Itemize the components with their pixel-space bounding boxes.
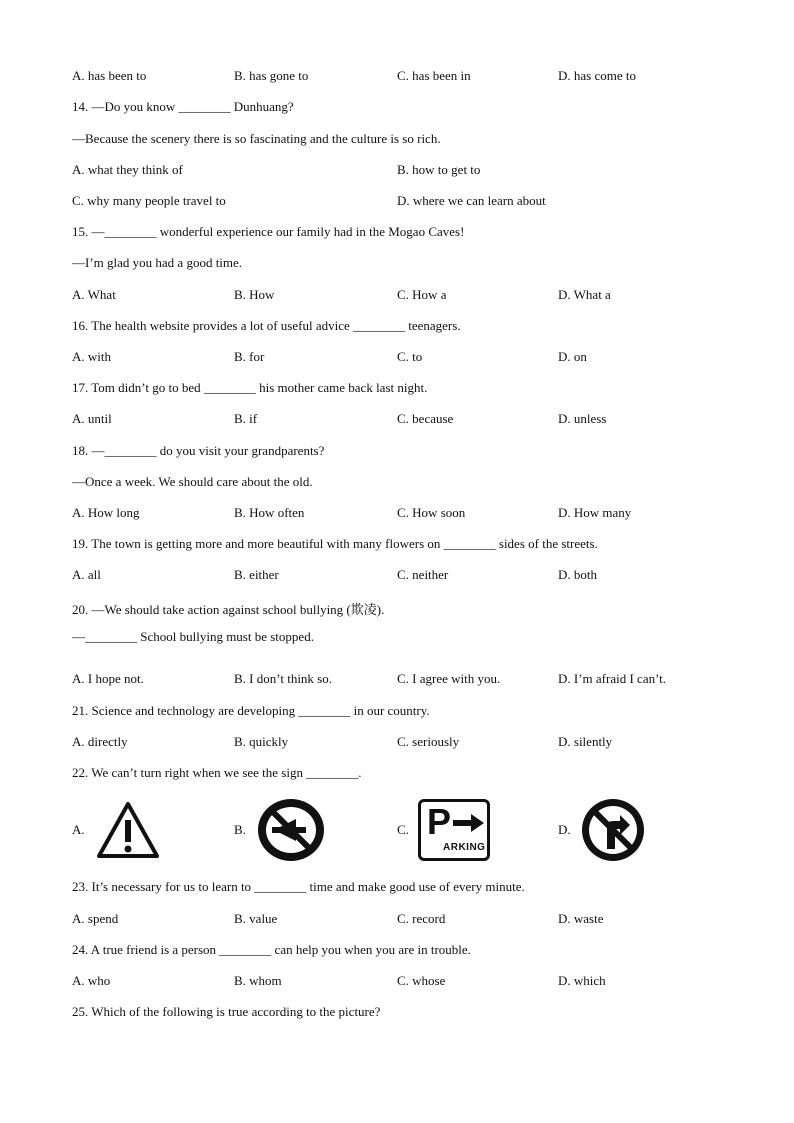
- q16-stem: 16. The health website provides a lot of useful advice ________ teenagers.: [72, 318, 461, 333]
- q23-option-b: B. value: [234, 911, 278, 926]
- q15-stem: 15. —________ wonderful experience our family had in the Mogao Caves!: [72, 224, 465, 239]
- q16-option-c: C. to: [397, 349, 423, 364]
- q25-stem: 25. Which of the following is true according to the picture?: [72, 1004, 381, 1019]
- q19-option-a: A. all: [72, 567, 101, 582]
- no-honking-sign-icon: [256, 797, 326, 863]
- q16-option-b: B. for: [234, 349, 265, 364]
- q18-reply: —Once a week. We should care about the old.: [72, 474, 313, 489]
- parking-sign-word: ARKING: [443, 842, 486, 853]
- q15-option-d: D. What a: [558, 287, 611, 302]
- q17-stem: 17. Tom didn’t go to bed ________ his mother came back last night.: [72, 380, 428, 395]
- q16-option-a: A. with: [72, 349, 111, 364]
- q20-option-d: D. I’m afraid I can’t.: [558, 671, 667, 686]
- q19-option-d: D. both: [558, 567, 597, 582]
- parking-sign-icon: [418, 799, 490, 861]
- q18-option-a: A. How long: [72, 505, 140, 520]
- q14-option-a: A. what they think of: [72, 162, 183, 177]
- q13-option-b: B. has gone to: [234, 68, 309, 83]
- no-right-turn-sign-icon: [580, 797, 646, 863]
- q18-option-d: D. How many: [558, 505, 632, 520]
- q23-stem: 23. It’s necessary for us to learn to ________ time and make good use of every minute.: [72, 879, 525, 894]
- q20-option-b: B. I don’t think so.: [234, 671, 332, 686]
- q15-option-a: A. What: [72, 287, 116, 302]
- q22-option-d: D.: [558, 822, 571, 837]
- q14-reply: —Because the scenery there is so fascinating and the culture is so rich.: [72, 131, 441, 146]
- q14-option-c: C. why many people travel to: [72, 193, 226, 208]
- q18-stem: 18. —________ do you visit your grandparents?: [72, 443, 325, 458]
- q21-option-d: D. silently: [558, 734, 613, 749]
- q22-option-b: B.: [234, 822, 246, 837]
- q17-option-d: D. unless: [558, 411, 607, 426]
- q19-option-b: B. either: [234, 567, 279, 582]
- q23-option-c: C. record: [397, 911, 446, 926]
- q14-option-b: B. how to get to: [397, 162, 481, 177]
- q21-option-b: B. quickly: [234, 734, 289, 749]
- q17-option-a: A. until: [72, 411, 112, 426]
- q14-option-d: D. where we can learn about: [397, 193, 546, 208]
- q18-option-c: C. How soon: [397, 505, 466, 520]
- q22-option-a: A.: [72, 822, 85, 837]
- q13-option-c: C. has been in: [397, 68, 471, 83]
- q23-option-d: D. waste: [558, 911, 604, 926]
- q24-option-a: A. who: [72, 973, 111, 988]
- q17-option-c: C. because: [397, 411, 454, 426]
- q19-stem: 19. The town is getting more and more beautiful with many flowers on ________ sides of the streets.: [72, 536, 598, 551]
- q17-option-b: B. if: [234, 411, 258, 426]
- warning-triangle-sign-icon: [96, 800, 160, 860]
- q24-stem: 24. A true friend is a person ________ can help you when you are in trouble.: [72, 942, 471, 957]
- q13-option-d: D. has come to: [558, 68, 636, 83]
- q20-option-c: C. I agree with you.: [397, 671, 501, 686]
- q14-stem: 14. —Do you know ________ Dunhuang?: [72, 99, 294, 114]
- q23-option-a: A. spend: [72, 911, 119, 926]
- q22-option-c: C.: [397, 822, 409, 837]
- q21-stem: 21. Science and technology are developing ________ in our country.: [72, 703, 430, 718]
- q20-reply: —________ School bullying must be stopped.: [72, 629, 314, 644]
- q24-option-b: B. whom: [234, 973, 282, 988]
- q20-stem: 20. —We should take action against school bullying (欺凌).: [72, 602, 385, 617]
- q16-option-d: D. on: [558, 349, 587, 364]
- q15-option-b: B. How: [234, 287, 275, 302]
- q24-option-d: D. which: [558, 973, 606, 988]
- q19-option-c: C. neither: [397, 567, 449, 582]
- q21-option-c: C. seriously: [397, 734, 460, 749]
- q20-option-a: A. I hope not.: [72, 671, 144, 686]
- right-arrow-icon: [453, 814, 485, 832]
- q18-option-b: B. How often: [234, 505, 305, 520]
- parking-sign-letter: P: [427, 801, 452, 842]
- q21-option-a: A. directly: [72, 734, 128, 749]
- q24-option-c: C. whose: [397, 973, 446, 988]
- q13-option-a: A. has been to: [72, 68, 147, 83]
- q15-option-c: C. How a: [397, 287, 447, 302]
- q22-stem: 22. We can’t turn right when we see the sign ________.: [72, 765, 362, 780]
- q15-reply: —I’m glad you had a good time.: [72, 255, 243, 270]
